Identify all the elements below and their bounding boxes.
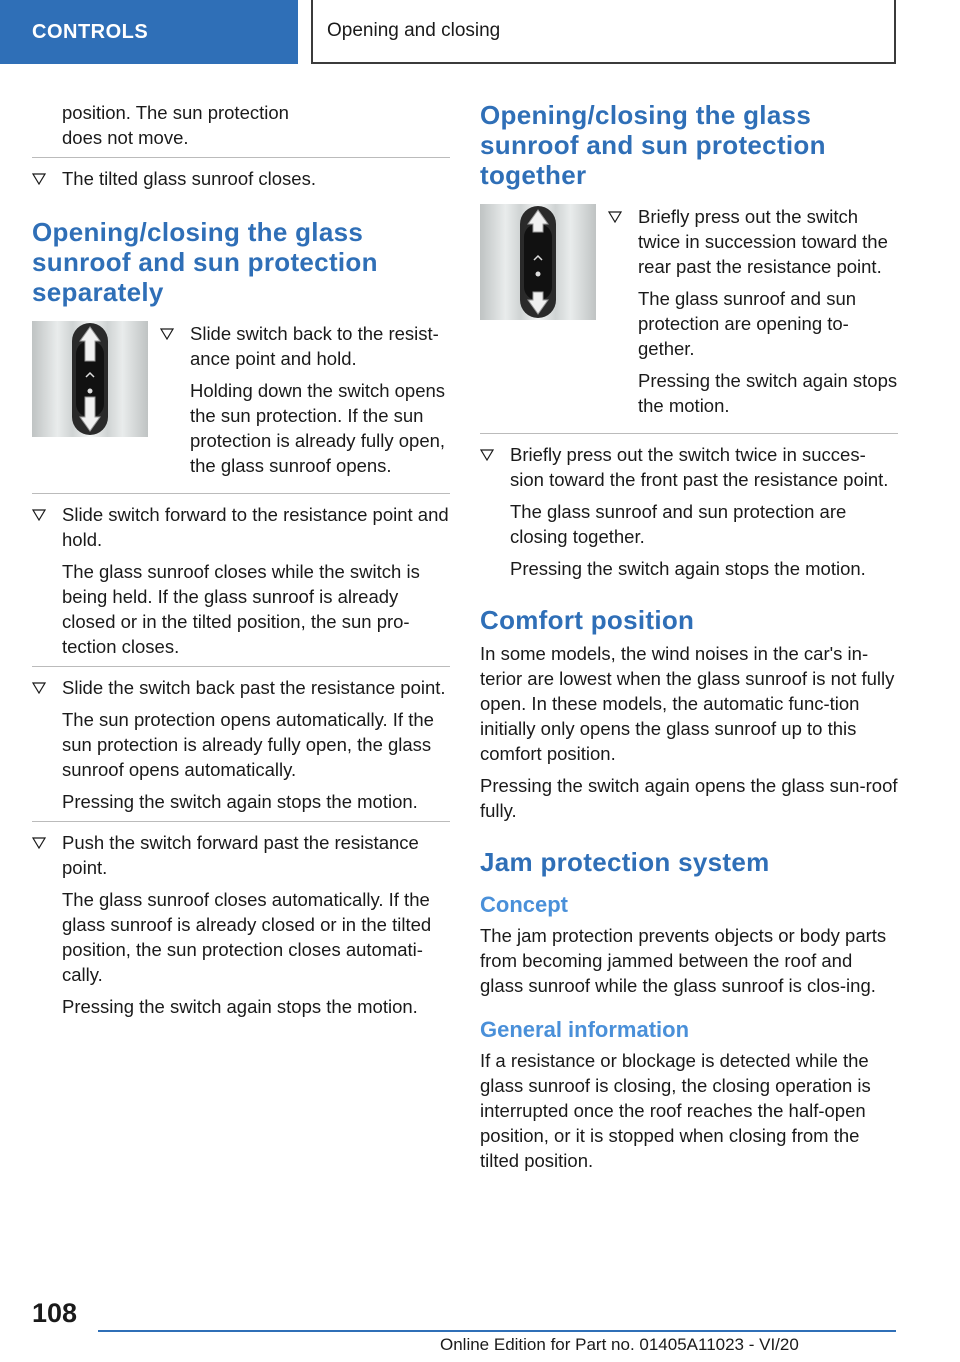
subheading: General information [480,1017,690,1042]
divider [32,157,450,158]
list-item-text: The sun protection opens automatically. If the sun protection is already fully open, the glass sunroof opens automatically. [62,709,434,780]
triangle-bullet-icon [608,211,622,223]
intro-line: position. The sun protection [62,102,289,123]
list-item [608,204,898,418]
triangle-bullet-icon [32,837,46,849]
divider [32,821,450,822]
sunroof-switch-illustration [32,321,148,437]
page-number: 108 [32,1298,78,1328]
list-item [32,502,450,659]
section-heading: Jam protection system [480,847,770,877]
list-item-text: The glass sunroof closes automatically. If the glass sunroof is already closed or in the tilted position, the sun protection closes automati-cally. [62,889,432,985]
list-item-text: The tilted glass sunroof closes. [62,168,316,189]
divider [32,666,450,667]
section-heading: Comfort position [480,605,695,635]
paragraph: Pressing the switch again opens the glass sun-roof fully. [480,775,898,821]
section-heading: Opening/closing the glass sunroof and sun protection together [480,100,826,190]
triangle-bullet-icon [32,682,46,694]
list-item-text: Holding down the switch opens the sun protection. If the sun protection is already fully open, the glass sunroof opens. [190,380,446,476]
section-heading: Opening/closing the glass sunroof and sun protection separately [32,217,378,307]
list-item-text: Pressing the switch again stops the motion. [510,558,866,579]
triangle-bullet-icon [480,449,494,461]
subheading: Concept [480,892,568,917]
list-item [160,321,450,478]
list-item-title: Briefly press out the switch twice in succes-sion toward the front past the resistance point. [510,444,889,490]
footer-edition: Online Edition for Part no. 01405A11023 - VI/20 [440,1335,799,1354]
paragraph: In some models, the wind noises in the car's in-terior are lowest when the glass sunroof is not fully open. In these models, the automatic func-tion initially only opens the glass sunroof up to this comfort position. [480,643,895,764]
footer-divider [98,1330,896,1332]
list-item-title: Slide switch back to the resist-ance point and hold. [190,323,439,369]
list-item [32,830,450,1019]
list-item [32,675,450,814]
right-column [480,100,898,1180]
list-item-title: Push the switch forward past the resistance point. [62,832,419,878]
page-header-title: Opening and closing [311,0,896,64]
figure-row [32,321,450,485]
triangle-bullet-icon [32,173,46,185]
continued-text [32,100,450,150]
paragraph: The jam protection prevents objects or body parts from becoming jammed between the roof and glass sunroof while the glass sunroof is clos-ing. [480,925,887,996]
list-item-text: The glass sunroof and sun protection are closing together. [510,501,847,547]
divider [32,493,450,494]
figure-row [480,204,898,425]
intro-line: does not move. [62,127,189,148]
list-item-text: The glass sunroof closes while the switch is being held. If the glass sunroof is already closed or in the tilted position, the sun pro-tection closes. [62,561,420,657]
list-item-text: The glass sunroof and sun protection are opening to-gether. [638,288,857,359]
left-column [32,100,450,1026]
section-tab: CONTROLS [0,0,298,64]
list-item-text: Pressing the switch again stops the motion. [62,996,418,1017]
list-item-title: Slide the switch back past the resistance point. [62,677,446,698]
triangle-bullet-icon [160,328,174,340]
list-item-text: Pressing the switch again stops the motion. [638,370,898,416]
list-item [480,442,898,581]
divider [480,433,898,434]
sunroof-switch-illustration [480,204,596,320]
list-item [32,166,450,191]
paragraph: If a resistance or blockage is detected while the glass sunroof is closing, the closing operation is interrupted once the roof reaches the half-open position, or it is stopped when closing from the tilted position. [480,1050,871,1171]
triangle-bullet-icon [32,509,46,521]
list-item-title: Briefly press out the switch twice in succession toward the rear past the resistance point. [638,206,888,277]
list-item-text: Pressing the switch again stops the motion. [62,791,418,812]
list-item-title: Slide switch forward to the resistance point and hold. [62,504,449,550]
